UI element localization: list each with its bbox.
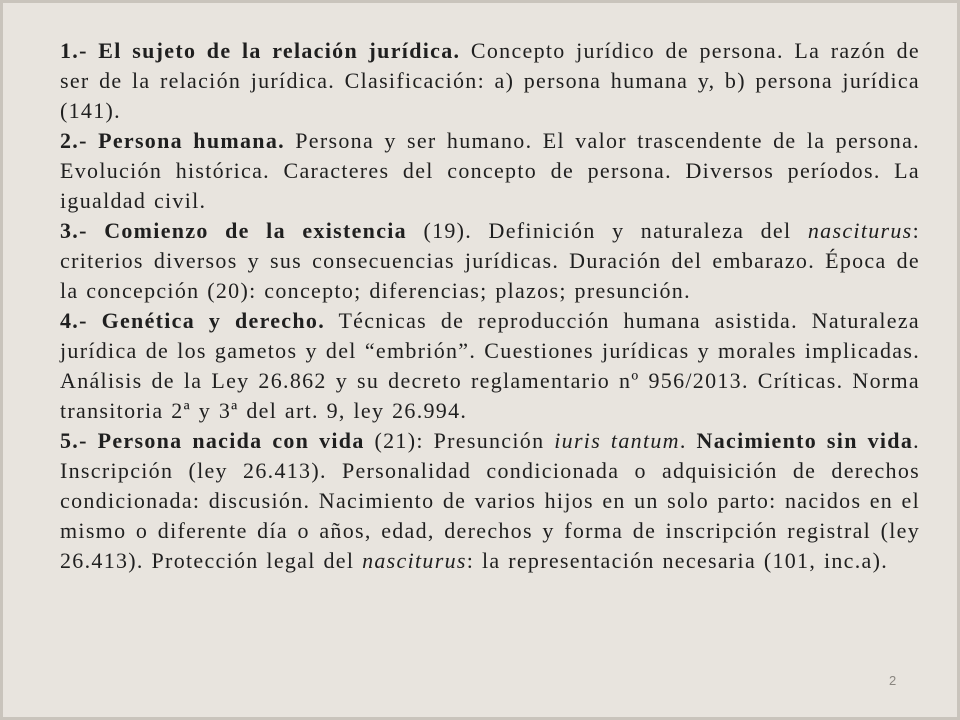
paragraph-1 [60, 36, 920, 126]
paragraph-3 [60, 216, 920, 306]
paragraph-3-text-a: (19). Definición y naturaleza del [423, 218, 792, 243]
paragraph-3-number: 3.- [60, 218, 88, 243]
paragraph-5-heading: Persona nacida con vida [97, 428, 365, 453]
paragraph-2 [60, 126, 920, 216]
paragraph-1-heading: El sujeto de la relación jurídica. [98, 38, 461, 63]
paragraph-1-number: 1.- [60, 38, 88, 63]
paragraph-5-italic-term-b: nasciturus [362, 548, 467, 573]
paragraph-1-text: Concepto jurídico de persona. La razón de ser de la relación jurídica. Clasificación: a) persona humana y, b) persona jurídica (141). [60, 38, 920, 123]
paragraph-4-number: 4.- [60, 308, 88, 333]
paragraph-5-heading-b: Nacimiento sin vida [696, 428, 914, 453]
paragraph-5-text-a: (21): Presunción [374, 428, 545, 453]
paragraph-5-text-d: : la representación necesaria (101, inc.a). [466, 548, 889, 573]
paragraph-2-heading: Persona humana. [98, 128, 285, 153]
paragraph-5 [60, 426, 920, 576]
paragraph-4-heading: Genética y derecho. [101, 308, 326, 333]
page-number: 2 [889, 673, 897, 688]
paragraph-3-heading: Comienzo de la existencia [104, 218, 407, 243]
slide-body [60, 36, 920, 576]
paragraph-2-number: 2.- [60, 128, 88, 153]
paragraph-3-italic-term: nasciturus [807, 218, 913, 243]
paragraph-4-text: Técnicas de reproducción humana asistida. Naturaleza jurídica de los gametos y del “embrión”. Cuestiones jurídicas y morales implicadas. Análisis de la Ley 26.862 y su decreto reglamentario nº 956/2013. Críticas. Norma transitoria 2ª y 3ª del art. 9, ley 26.994. [60, 308, 920, 423]
paragraph-5-italic-term-a: iuris tantum [554, 428, 680, 453]
paragraph-4 [60, 306, 920, 426]
paragraph-5-number: 5.- [60, 428, 88, 453]
paragraph-3-text-b: : criterios diversos y sus consecuencias jurídicas. Duración del embarazo. Época de la concepción (20): concepto; diferencias; plazos; presunción. [60, 218, 920, 303]
paragraph-2-text: Persona y ser humano. El valor trascendente de la persona. Evolución histórica. Caracteres del concepto de persona. Diversos períodos. La igualdad civil. [60, 128, 920, 213]
paragraph-5-text-b: . [679, 428, 687, 453]
paragraph-5-text-c: . Inscripción (ley 26.413). Personalidad condicionada o adquisición de derechos condicionada: discusión. Nacimiento de varios hijos en un solo parto: nacidos en el mismo o diferente día o años, edad, derechos y forma de inscripción registral (ley 26.413). Protección legal del [60, 428, 920, 573]
